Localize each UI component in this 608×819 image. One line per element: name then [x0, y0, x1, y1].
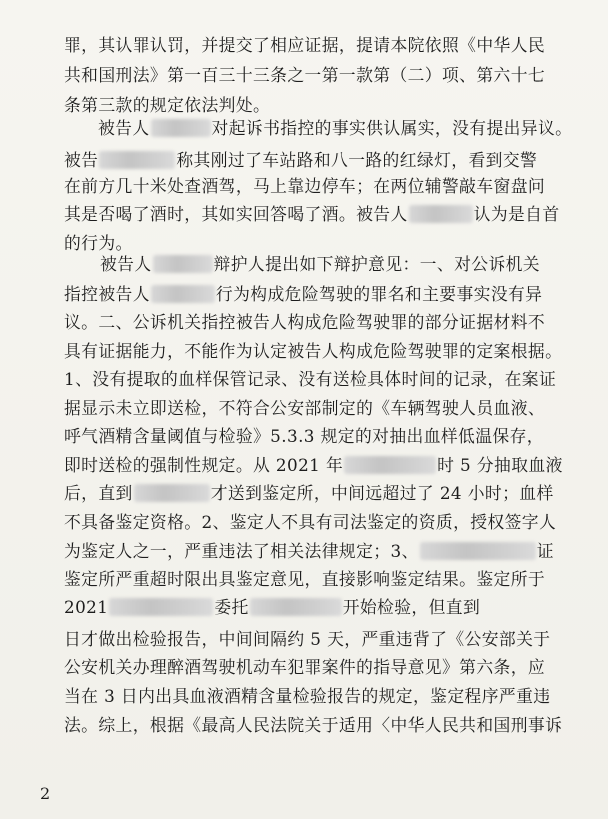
text-line — [64, 624, 608, 654]
text-segment: 被告 — [64, 150, 99, 170]
text-segment: 据显示未立即送检，不符合公安部制定的《车辆驾驶人员血液、 — [64, 398, 546, 418]
text-line — [64, 421, 608, 451]
text-line — [64, 171, 608, 201]
redaction-block — [151, 285, 215, 303]
text-segment: 呼气酒精含量阈值与检验》5.3.3 规定的对抽出血样低温保存， — [64, 426, 544, 446]
text-segment: 辩护人提出如下辩护意见：一、对公诉机关 — [213, 254, 540, 274]
text-segment: 后，直到 — [64, 483, 133, 503]
redaction-block — [250, 598, 342, 616]
text-segment: 认为是自首 — [473, 204, 560, 224]
text-segment: 委托 — [214, 597, 249, 617]
redaction-block — [99, 151, 175, 169]
page-number: 2 — [40, 784, 51, 803]
text-segment: 不具备鉴定资格。2、鉴定人不具有司法鉴定的资质，授权签字人 — [64, 512, 557, 532]
text-line — [64, 592, 608, 622]
text-line — [64, 393, 608, 423]
text-line — [98, 113, 608, 143]
text-segment: 才送到鉴定所，中间远超过了 24 小时；血样 — [210, 483, 554, 503]
text-line — [64, 307, 608, 337]
text-segment: 法。综上，根据《最高人民法院关于适用〈中华人民共和国刑事诉 — [64, 715, 563, 735]
text-segment: 条第三款的规定依法判处。 — [64, 95, 271, 115]
text-segment: 指控被告人 — [64, 284, 150, 304]
text-line — [64, 710, 608, 740]
text-segment: 公安机关办理醉酒驾驶机动车犯罪案件的指导意见》第六条，应 — [64, 657, 546, 677]
redaction-block — [151, 119, 211, 137]
text-line — [64, 478, 608, 508]
text-line — [64, 536, 608, 566]
text-segment: 2021 — [64, 597, 109, 617]
text-segment: 证 — [536, 541, 554, 561]
text-line — [64, 336, 608, 366]
text-segment: 行为构成危险驾驶的罪名和主要事实没有异 — [215, 284, 543, 304]
text-segment: 称其刚过了车站路和八一路的红绿灯，看到交警 — [176, 150, 538, 170]
text-segment: 共和国刑法》第一百三十三条之一第一款第（二）项、第六十七 — [64, 65, 546, 85]
text-segment: 被告人 — [98, 118, 150, 138]
text-segment: 对起诉书指控的事实供认属实，没有提出异议。 — [211, 118, 573, 138]
text-line — [64, 30, 608, 60]
text-segment: 具有证据能力，不能作为认定被告人构成危险驾驶罪的定案根据。 — [64, 341, 563, 361]
text-line — [64, 199, 608, 229]
text-segment: 鉴定所严重超时限出具鉴定意见，直接影响鉴定结果。鉴定所于 — [64, 569, 546, 589]
text-segment: 1、没有提取的血样保管记录、没有送检具体时间的记录，在案证 — [64, 369, 557, 389]
text-segment: 在前方几十米处查酒驾，马上靠边停车；在两位辅警敲车窗盘问 — [64, 176, 546, 196]
redaction-block — [344, 456, 436, 474]
text-line — [64, 564, 608, 594]
text-segment: 的行为。 — [64, 233, 133, 253]
text-line — [64, 507, 608, 537]
redaction-block — [420, 542, 536, 560]
text-line — [64, 450, 608, 480]
text-segment: 罪，其认罪认罚，并提交了相应证据，提请本院依照《中华人民 — [64, 35, 546, 55]
text-segment: 议。二、公诉机关指控被告人构成危险驾驶罪的部分证据材料不 — [64, 312, 546, 332]
text-segment: 被告人 — [100, 254, 152, 274]
text-segment: 开始检验，但直到 — [342, 597, 481, 617]
text-line — [100, 249, 608, 279]
text-segment: 即时送检的强制性规定。从 2021 年 — [64, 455, 344, 475]
text-segment: 日才做出检验报告，中间间隔约 5 天，严重违背了《公安部关于 — [64, 629, 551, 649]
text-segment: 当在 3 日内出具血液酒精含量检验报告的规定，鉴定程序严重违 — [64, 686, 551, 706]
text-line — [64, 279, 608, 309]
text-segment: 为鉴定人之一，严重违法了相关法律规定；3、 — [64, 541, 419, 561]
text-segment: 其是否喝了酒时，其如实回答喝了酒。被告人 — [64, 204, 408, 224]
text-line — [64, 60, 608, 90]
text-line — [64, 364, 608, 394]
redaction-block — [134, 484, 210, 502]
text-line — [64, 681, 608, 711]
redaction-block — [109, 598, 213, 616]
text-line — [64, 652, 608, 682]
redaction-block — [409, 205, 473, 223]
redaction-block — [153, 255, 213, 273]
text-segment: 时 5 分抽取血液 — [437, 455, 563, 475]
